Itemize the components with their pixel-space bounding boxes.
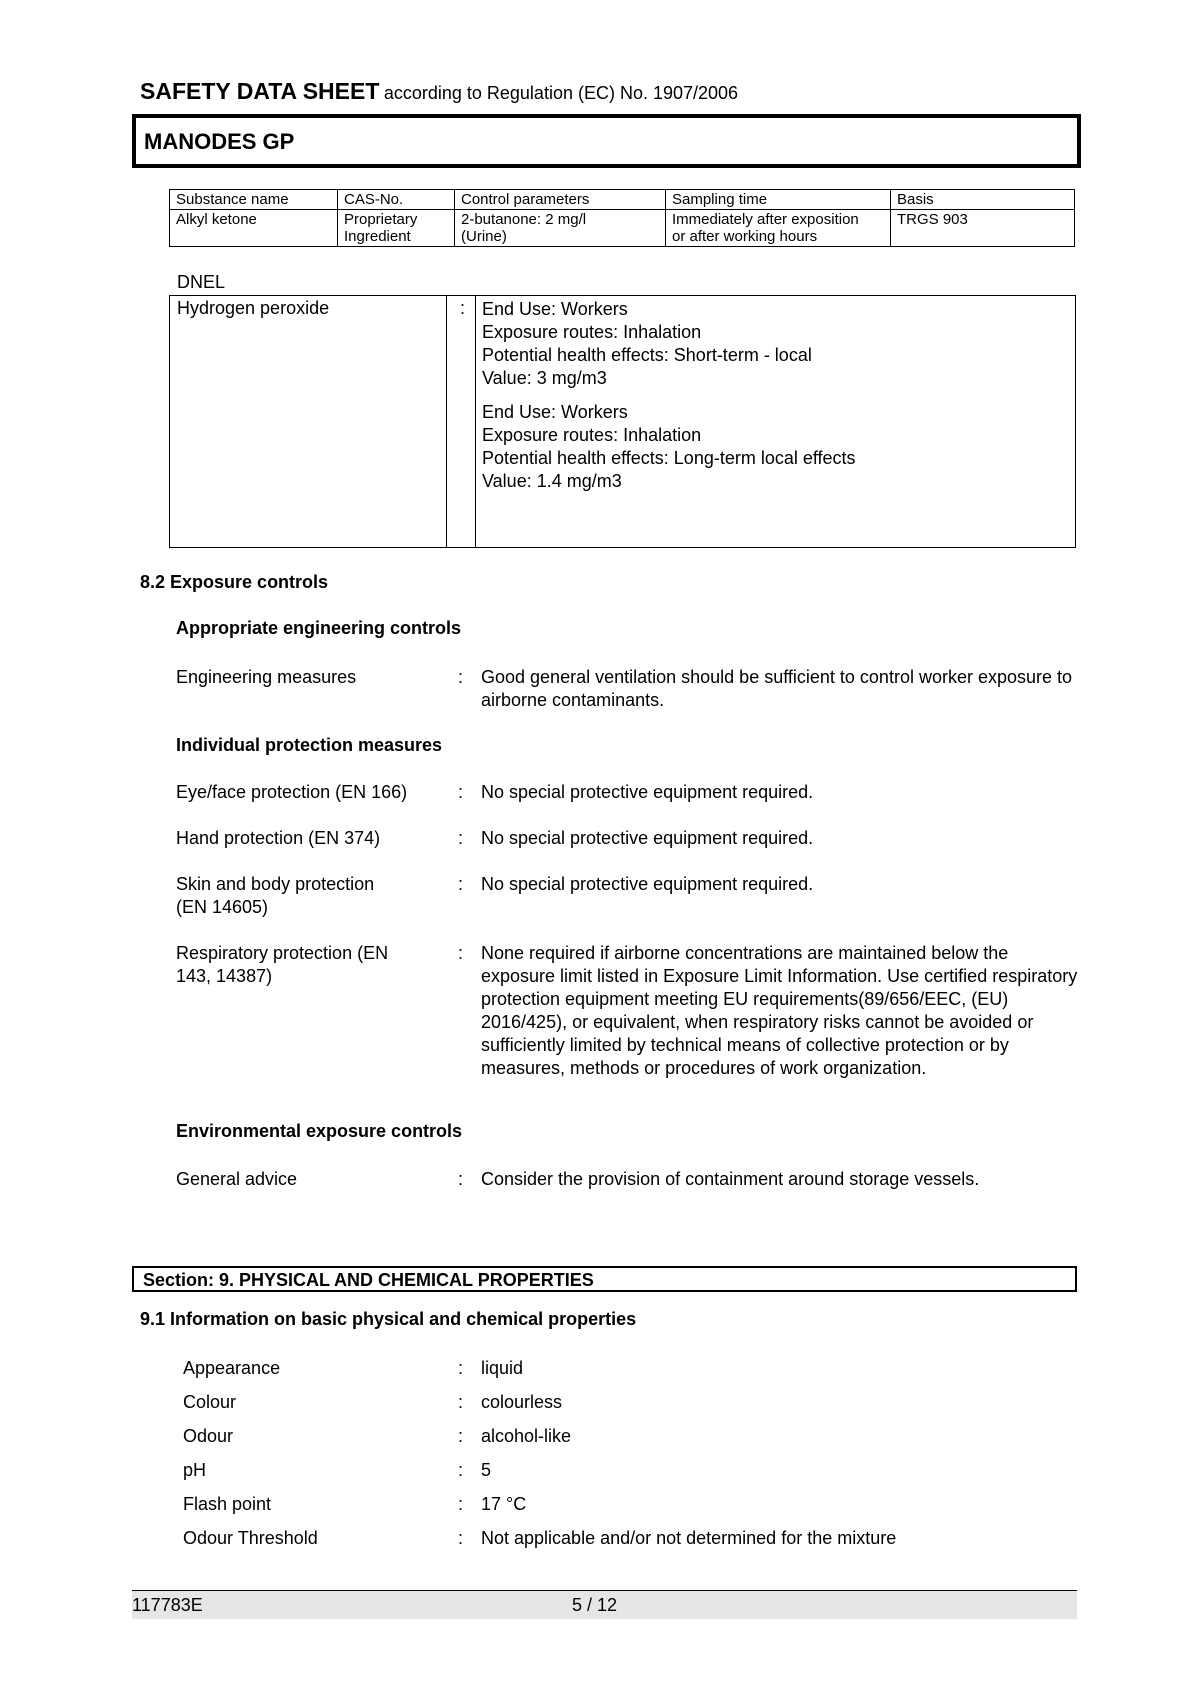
respiratory-protection-label: Respiratory protection (EN 143, 14387) [176,943,389,986]
property-value: liquid [481,1358,524,1378]
colon: : [458,1460,464,1480]
section-9-1-heading: 9.1 Information on basic physical and chemical properties [140,1309,637,1329]
param-line-2: (Urine) [461,228,507,245]
col-basis: Basis [891,190,1075,210]
cell-sampling-time [666,210,891,247]
skin-protection-label: Skin and body protection (EN 14605) [176,874,375,917]
environmental-controls-heading: Environmental exposure controls [176,1121,463,1141]
cas-line-2: Ingredient [344,228,411,245]
respiratory-protection-value: None required if airborne concentrations are maintained below the exposure limit listed in Exposure Limit Information. Use certified respiratory protection equipment meeting EU requirements(89/656/EEC, (EU) 2016/425), or equivalent, when respiratory risks cannot be avoided or sufficiently limited by technical means of collective protection or by measures, methods or procedures of work organization. [481,943,1078,1078]
property-label: Appearance [183,1358,281,1378]
colon: : [458,782,464,802]
sampling-line-1: Immediately after exposition [672,211,859,228]
col-cas-no: CAS-No. [338,190,455,210]
dnel-end-use: End Use: Workers [482,299,628,319]
dnel-substance: Hydrogen peroxide [177,298,330,318]
property-label: Flash point [183,1494,272,1514]
dnel-label: DNEL [177,272,226,292]
eye-protection-value: No special protective equipment required. [481,782,814,802]
dnel-entry [482,298,856,390]
property-label: Odour Threshold [183,1528,318,1548]
general-advice-label: General advice [176,1169,298,1189]
col-sampling-time: Sampling time [666,190,891,210]
property-value: 17 °C [481,1494,527,1514]
column-divider [446,296,447,547]
property-value: 5 [481,1460,492,1480]
engineering-measures-label: Engineering measures [176,667,357,687]
header-title: SAFETY DATA SHEET [140,78,380,104]
dnel-routes: Exposure routes: Inhalation [482,425,702,445]
general-advice-value: Consider the provision of containment around storage vessels. [481,1169,980,1189]
dnel-values [482,298,856,504]
document-id: 117783E [132,1595,203,1615]
dnel-colon: : [460,298,466,318]
dnel-value: Value: 3 mg/m3 [482,368,607,388]
dnel-end-use: End Use: Workers [482,402,628,422]
dnel-table [169,295,1076,548]
cell-cas [338,210,455,247]
colon: : [458,1494,464,1514]
dnel-value: Value: 1.4 mg/m3 [482,471,622,491]
eye-protection-label: Eye/face protection (EN 166) [176,782,408,802]
colon: : [458,667,464,687]
colon: : [458,1426,464,1446]
column-divider [475,296,476,547]
document-header [140,78,738,105]
colon: : [458,1169,464,1189]
biological-limit-table [169,189,1075,247]
property-value: alcohol-like [481,1426,572,1446]
cas-line-1: Proprietary [344,211,418,228]
property-label: Colour [183,1392,237,1412]
col-control-parameters: Control parameters [455,190,666,210]
param-line-1: 2-butanone: 2 mg/l [461,211,587,228]
property-label: pH [183,1460,207,1480]
hand-protection-label: Hand protection (EN 374) [176,828,381,848]
engineering-controls-heading: Appropriate engineering controls [176,618,462,638]
dnel-entry [482,401,856,493]
engineering-measures-value: Good general ventilation should be sufficient to control worker exposure to airborne contaminants. [481,667,1073,710]
property-value: Not applicable and/or not determined for the mixture [481,1528,897,1548]
colon: : [458,943,464,963]
table-row [170,210,1075,247]
hand-protection-value: No special protective equipment required. [481,828,814,848]
property-label: Odour [183,1426,234,1446]
cell-basis: TRGS 903 [891,210,1075,247]
dnel-effects: Potential health effects: Short-term - local [482,345,812,365]
colon: : [458,874,464,894]
section-9-title: Section: 9. PHYSICAL AND CHEMICAL PROPERTIES [143,1270,594,1290]
table-header-row [170,190,1075,210]
colon: : [458,828,464,848]
colon: : [458,1528,464,1548]
page-number: 5 / 12 [572,1595,618,1615]
section-9-header [132,1266,1077,1292]
dnel-routes: Exposure routes: Inhalation [482,322,702,342]
individual-protection-heading: Individual protection measures [176,735,443,755]
cell-substance: Alkyl ketone [170,210,338,247]
product-name: MANODES GP [144,129,295,154]
exposure-controls-heading: 8.2 Exposure controls [140,572,329,592]
colon: : [458,1392,464,1412]
header-regulation: according to Regulation (EC) No. 1907/2006 [383,83,739,103]
dnel-effects: Potential health effects: Long-term local effects [482,448,856,468]
product-name-box [132,114,1081,168]
property-value: colourless [481,1392,563,1412]
page-footer [132,1590,1077,1619]
skin-protection-value: No special protective equipment required. [481,874,814,894]
sampling-line-2: or after working hours [672,228,818,245]
colon: : [458,1358,464,1378]
cell-control-parameters [455,210,666,247]
col-substance-name: Substance name [170,190,338,210]
